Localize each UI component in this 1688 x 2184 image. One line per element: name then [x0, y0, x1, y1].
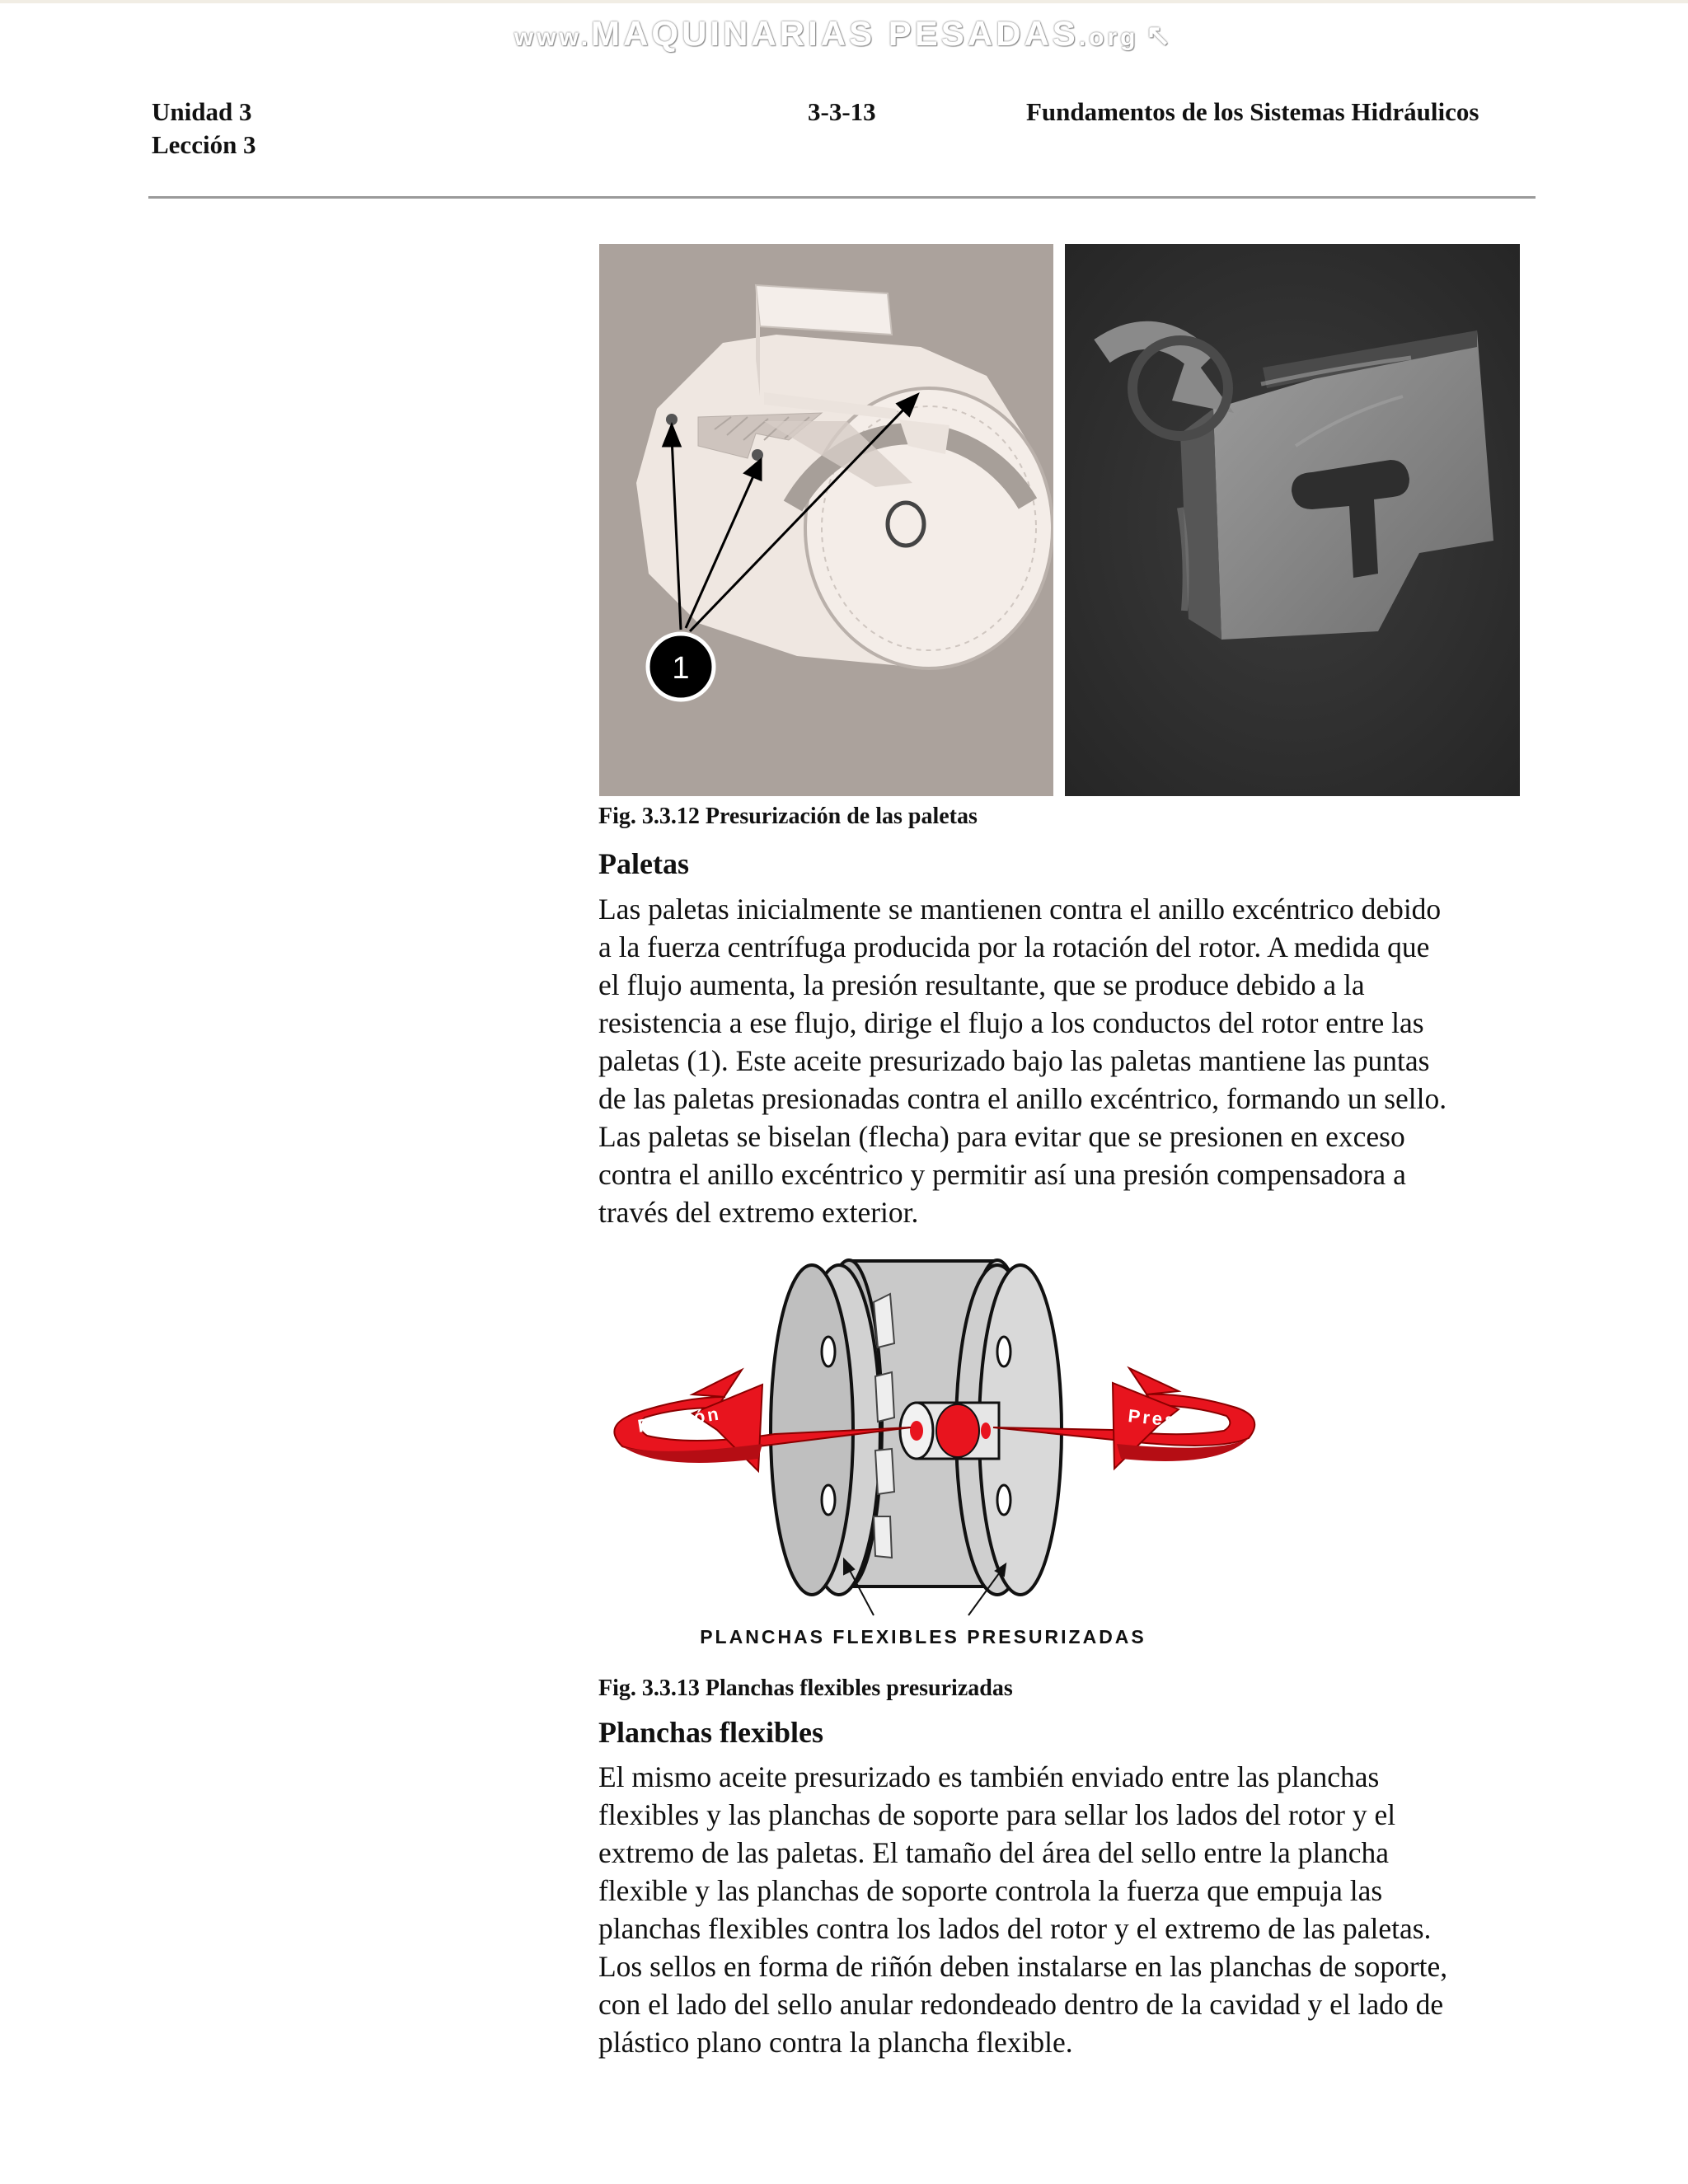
cursor-arrow-icon: ↖ [1145, 18, 1175, 52]
vane-rotor-drawing [599, 244, 1053, 796]
section-heading-paletas: Paletas [598, 847, 689, 880]
watermark: www.MAQUINARIAS PESADAS.org ↖ [513, 14, 1175, 53]
top-strip [0, 0, 1688, 3]
header-rule [148, 196, 1536, 199]
lesson-label: Lección 3 [152, 130, 256, 159]
flexible-plates-diagram [610, 1253, 1269, 1657]
vane-photo [1065, 244, 1520, 796]
page-number: 3-3-13 [808, 97, 876, 126]
figure-caption-1: Fig. 3.3.12 Presurización de las paletas [598, 804, 978, 829]
section-heading-planchas: Planchas flexibles [598, 1716, 824, 1749]
flexible-plates-label: PLANCHAS FLEXIBLES PRESURIZADAS [700, 1626, 1146, 1647]
paragraph-paletas: Las paletas inicialmente se mantienen contra el anillo excéntrico debido a la fuerza centrífuga producida por la rotación del rotor. A medida que el flujo aumenta, la presión resultante, que se produce debido a la resistencia a ese flujo, dirige el flujo a los conductos del rotor entre las paletas (1). Este aceite presurizado bajo las paletas mantiene las puntas de las paletas presionadas contra el anillo excéntrico, formando un sello. Las paletas se biselan (flecha) para evitar que se presionen en exceso contra el anillo excéntrico y permitir así una presión compensadora a través del extremo exterior. [598, 893, 1447, 1229]
unit-label: Unidad 3 [152, 97, 252, 126]
figure-caption-2: Fig. 3.3.13 Planchas flexibles presurizadas [598, 1675, 1013, 1701]
document-title: Fundamentos de los Sistemas Hidráulicos [1026, 97, 1479, 126]
pressure-label-left: Presión [635, 1403, 723, 1436]
pressure-label-right: Presión [1127, 1405, 1213, 1435]
callout-1-label: 1 [672, 651, 690, 686]
paragraph-planchas: El mismo aceite presurizado es también enviado entre las planchas flexibles y las planchas de soporte para sellar los lados del rotor y el extremo de las paletas. El tamaño del área del sello entre la plancha flexible y las planchas de soporte controla la fuerza que empuja las planchas flexibles contra los lados del rotor y el extremo de las paletas. Los sellos en forma de riñón deben instalarse en las planchas de soporte, con el lado del sello anular redondeado dentro de la cavidad y el lado de plástico plano contra la plancha flexible. [598, 1760, 1448, 2059]
